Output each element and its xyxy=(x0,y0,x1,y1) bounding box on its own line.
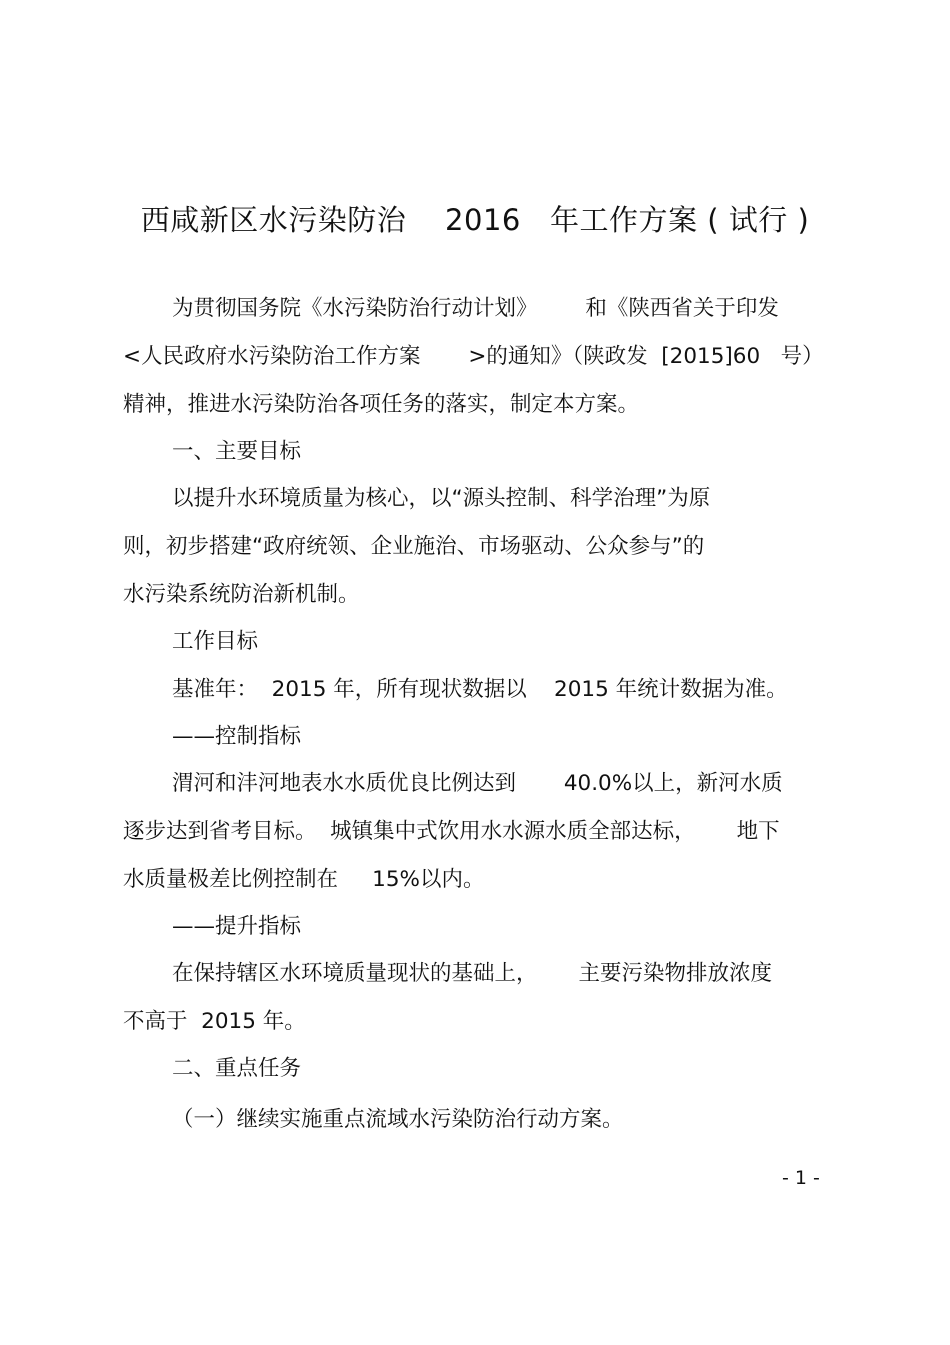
paragraph-line: 以提升水环境质量为核心，以“源头控制、科学治理”为原 xyxy=(172,486,711,511)
subheading: ——控制指标 xyxy=(172,724,302,749)
paragraph-line: 在保持辖区水环境质量现状的基础上， 主要污染物排放浓度 xyxy=(172,961,773,986)
paragraph-line: 水质量极差比例控制在 15%以内。 xyxy=(123,867,485,892)
paragraph-line: 精神，推进水污染防治各项任务的落实，制定本方案。 xyxy=(123,392,640,417)
document-title: 西咸新区水污染防治 2016 年工作方案 ( 试行 ) xyxy=(140,203,810,237)
paragraph-line: 则，初步搭建“政府统领、企业施治、市场驱动、公众参与”的 xyxy=(123,534,705,559)
paragraph-line: <人民政府水污染防治工作方案 >的通知》（陕政发 [2015]60 号） xyxy=(123,344,824,369)
section-heading: 一、主要目标 xyxy=(172,439,302,464)
subheading: 工作目标 xyxy=(172,629,259,654)
subsection-heading: （一）继续实施重点流域水污染防治行动方案。 xyxy=(172,1107,624,1132)
paragraph-line: 为贯彻国务院《水污染防治行动计划》 和《陕西省关于印发 xyxy=(172,296,779,321)
page-number: - 1 - xyxy=(782,1167,820,1189)
paragraph-line: 逐步达到省考目标。 城镇集中式饮用水水源水质全部达标， 地下 xyxy=(123,819,780,844)
subheading: ——提升指标 xyxy=(172,914,302,939)
paragraph-line: 基准年： 2015 年，所有现状数据以 2015 年统计数据为准。 xyxy=(172,677,788,702)
section-heading: 二、重点任务 xyxy=(172,1056,302,1081)
paragraph-line: 不高于 2015 年。 xyxy=(123,1009,306,1034)
paragraph-line: 渭河和沣河地表水水质优良比例达到 40.0%以上，新河水质 xyxy=(172,771,783,796)
paragraph-line: 水污染系统防治新机制。 xyxy=(123,582,360,607)
